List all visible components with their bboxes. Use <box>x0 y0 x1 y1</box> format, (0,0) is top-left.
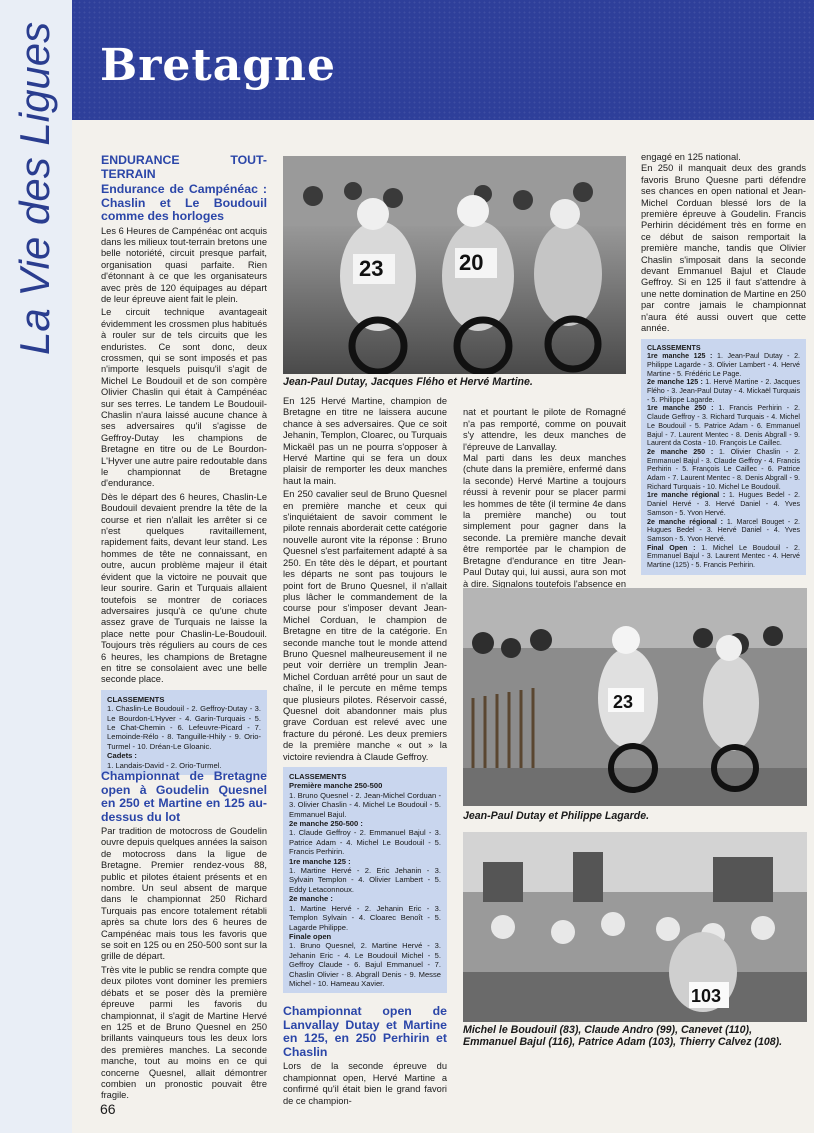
results-heading: CLASSEMENTS <box>107 694 165 704</box>
cadets-heading: Cadets : <box>107 751 137 761</box>
article2-paragraph: Par tradition de motocross de Goudelin ouvre depuis quelques années la saison de motocross dans la ligue de Bretagne. Premier rendez-vous 88, public et pilotes étaient présents et en nombre. Un seul absent de marque dans le championnat 250 Richard Turquais pas encore totalement rétabli après sa chute lors des 6 heures de Campénéac mais tous les favoris que se soit en 125 ou en 250-500 sont sur la grille de départ. <box>101 826 267 962</box>
results-subheading: 2e manche 125 : <box>647 378 703 387</box>
article2-headline: Championnat de Bretagne open à Goudelin Quesnel en 250 et Martine en 125 au-dessus du lot <box>101 769 267 824</box>
results-subheading: 2e manche régional : <box>647 517 724 526</box>
column-4 <box>641 152 806 579</box>
region-banner <box>72 0 814 120</box>
column-3 <box>463 396 626 615</box>
column-1 <box>101 154 267 779</box>
results-text: 1. Michel Le Boudouil - 2. Emmanuel Bajul - 3. Laurent Mentec - 4. Hervé Martine (125) - 5. Francis Perhirin. <box>647 543 800 570</box>
results-subheading: 2e manche 250 : <box>647 447 714 456</box>
results-subheading: Première manche 250-500 <box>289 781 383 791</box>
article1-paragraph: Les 6 Heures de Campénéac ont acquis dans les milieux tout-terrain bretons une belle notoriété, circuit presque parfait, organisation quasi parfaite. Rien d'étonnant à ce que les organisateurs avec près de 120 équipages au départ de leur épreuve aient fait le plein. <box>101 225 267 304</box>
results-text: 1. Martine Hervé - 2. Jehanin Eric - 3. Templon Sylvain - 4. Cloarec Benoît - 5. Lagarde Philippe. <box>289 903 441 932</box>
col4-results-box <box>641 339 806 575</box>
col4-paragraph: engagé en 125 national. En 250 il manquait deux des grands favoris Bruno Quesne parti défendre ses chances en open national et Jean-Michel Corduan blessé lors de la première épreuve à Goudelin. Francis Perhirin décidément très en forme en ce début de saison remportait la première manche, tandis que Olivier Chaslin s'imposait dans la seconde devant Emmanuel Bajul et Claude Geffroy. Si en 125 il faut s'attendre à une nette domination de Martine en 250 par contre jamais le championnat n'aura été aussi ouvert que cette année. <box>641 152 806 334</box>
results-text: 1. Bruno Quesnel - 2. Jean-Michel Corduan - 3. Olivier Chaslin - 4. Michel Le Boudouil - 5. Emmanuel Bajul. <box>289 790 441 819</box>
article1-results-box <box>101 690 267 775</box>
section-title: La Vie des Ligues <box>11 21 58 355</box>
results-heading: CLASSEMENTS <box>647 343 701 352</box>
photo-start-grid <box>463 832 807 1022</box>
column-2 <box>283 396 447 1109</box>
results-subheading: 1re manche régional : <box>647 491 726 500</box>
photo1-caption: Jean-Paul Dutay, Jacques Flého et Hervé Martine. <box>283 376 533 388</box>
photo1-number-a: 23 <box>359 256 384 281</box>
results-text: 1. Chaslin-Le Boudouil - 2. Geffroy-Dutay - 3. Le Bourdon-L'Hyver - 4. Garin-Turquais - 5. Le Chat-Chemin - 6. Lefeuvre-Picard - 7. Lemoinde-Rélo - 8. Tanguille-Hhily - 9. Orio-Turmel - 10. Dréan-Le Gloanic. <box>107 704 261 751</box>
photo-riders-fence <box>463 588 807 806</box>
results-subheading: 1re manche 125 : <box>289 856 351 866</box>
photo3-number: 103 <box>691 986 722 1006</box>
left-band <box>0 0 72 1133</box>
article3-headline: Championnat open de Lanvallay Dutay et Martine en 125, en 250 Perhirin et Chaslin <box>283 1004 447 1059</box>
article1-kicker: ENDURANCE TOUT-TERRAIN <box>101 153 267 181</box>
region-title: Bretagne <box>100 40 336 91</box>
results-subheading: Final Open : <box>647 543 696 552</box>
article1-headline: Endurance de Campénéac : Chaslin et Le Boudouil comme des horloges <box>101 182 267 223</box>
results-text: 1. Bruno Quesnel, 2. Martine Hervé - 3. Jehanin Eric - 4. Le Boudouil Michel - 5. Geffroy Claude - 6. Bajul Emmanuel - 7. Chaslin Olivier - 8. Abgrall Denis - 9. Messe Michel - 10. Hameau Xavier. <box>289 941 441 988</box>
photo1-number-b: 20 <box>459 250 484 275</box>
results-text: 1. Jean-Paul Dutay - 2. Philippe Lagarde - 3. Olivier Lambert - 4. Hervé Martine - 5. Frédéric Le Page. <box>647 352 800 378</box>
results-subheading: Finale open <box>289 931 332 941</box>
results-subheading: 2e manche 250-500 : <box>289 819 363 829</box>
article2-results-box <box>283 767 447 993</box>
column-1-lower <box>101 770 267 1104</box>
article1-paragraph: Le circuit technique avantageait évidemment les crossmen plus habitués à rouler sur de tels circuits que les enduristes. Ce sont donc, deux crossmen, qui se sont imposés et pas n'importe lesquels puisqu'il s'agit de Michel Le Boudouil et de son compère Olivier Chaslin qui était à Campénéac sur ses terres. Le tandem Le Boudouil-Chaslin n'aura laissé aucune chance à ses adversaires qu'il s'agisse de Geffroy-Dutay les champions de Bretagne en titre ou de Le Bourdon-L'Hyver une autre paire redoutable dans le championnat de Bretagne d'endurance. <box>101 307 267 489</box>
results-text: 1. Martine Hervé - 2. Eric Jehanin - 3. Sylvain Templon - 4. Olivier Lambert - 5. Eddy Letaconnoux. <box>289 866 441 894</box>
article2-paragraph: En 125 Hervé Martine, champion de Bretagne en titre ne laissera aucune chance à ses adversaires. Que ce soit Jehanin, Templon, Cloarec, ou Turquais Mickaël pas un ne pourra s'opposer à Hervé Martine qui se fera un doux plaisir de remporter les deux manches haut la main. <box>283 396 447 486</box>
results-subheading: 2e manche : <box>289 894 333 904</box>
results-subheading: 1re manche 250 : <box>647 404 714 413</box>
results-text: 1. Marcel Bouget - 2. Hugues Bedel - 3. Hervé Daniel - 4. Yves Samson - 5. Yvon Hervé. <box>647 517 800 543</box>
cadets-text: 1. Landais-David - 2. Orio-Turmel. <box>107 760 222 770</box>
article1-paragraph: Dès le départ des 6 heures, Chaslin-Le Boudouil devaient prendre la tête de la course et rien n'allait les arrêter si ce n'est quelques ravitaillement, rapidement faits, devant leur stand. Les hommes de tête ne connaissant, en outre, aucun problème majeur il était évident que la victoire ne pouvait que leur sourire. Garin et Turquais allaient toutefois se montrer de coriaces adversaires jusqu'à ce qu'une chute assez grave de Turquais ne laisse la place nette pour Chaslin-Le-Boudouil. Toujours très réguliers au cours de ces 6 heures, les champions de Bretagne en titre se consolaient avec une belle seconde place. <box>101 491 267 685</box>
results-text: 1. Claude Geffroy - 2. Emmanuel Bajul - 3. Patrice Adam - 4. Michel Le Boudouil - 5. Francis Perhirin. <box>289 828 441 857</box>
results-heading: CLASSEMENTS <box>289 772 347 781</box>
article2-paragraph: Très vite le public se rendra compte que deux pilotes vont dominer les premiers débats et se poser dès la première épreuve parmi les favoris du championnat, il s'agit de Martine Hervé en 125 et de Bruno Quesnel en 250 brillants vainqueurs tous les deux lors des premières manches. La seconde manche, tout au moins en ce qui concerne Quesnel, allait démontrer combien un pronostic pouvait être fragile. <box>101 964 267 1101</box>
results-text: 1. Francis Perhirin - 2. Claude Geffroy - 3. Richard Turquais - 4. Michel Le Boudouil - 5. Patrice Adam - 6. Emmanuel Bajul - 7. Laurent Mentec - 8. Denis Abgrall - 9. Laurent da Costa - 10. François Le Caillec. <box>647 404 800 448</box>
photo3-caption: Michel le Boudouil (83), Claude Andro (99), Canevet (110), Emmanuel Bajul (116), Patrice Adam (103), Thierry Calvez (108). <box>463 1024 783 1048</box>
results-subheading: 1re manche 125 : <box>647 352 713 361</box>
results-text: 1. Hervé Martine - 2. Jacques Flého - 3. Jean-Paul Dutay - 4. Mickaël Turquais - 5. Philippe Lagarde. <box>647 378 801 404</box>
photo2-number-a: 23 <box>613 692 634 712</box>
results-text: 1. Hugues Bedel - 2. Daniel Hervé - 3. Hervé Daniel - 4. Yves Samson - 5. Yvon Hervé. <box>647 491 801 517</box>
photo2-caption: Jean-Paul Dutay et Philippe Lagarde. <box>463 810 650 822</box>
page-number: 66 <box>100 1101 116 1117</box>
article3-paragraph: nat et pourtant le pilote de Romagné n'a pas remporté, comme on pouvait s'y attendre, les deux manches de l'épreuve de Lanvallay. Mal parti dans les deux manches (chute dans la première, enfermé dans la seconde) Hervé Martine a toujours réussi à revenir pour se placer parmi les hommes de tête (il termine 4e dans la première manche) ou tout simplement pour gagner dans la seconde. La première manche devait être remportée par le champion de Bretagne d'endurance en titre Jean-Paul Dutay qui, lui aussi, aura son mot à dire. Signalons toutefois l'absence en <box>463 407 626 589</box>
results-text: 1. Olivier Chaslin - 2. Emmanuel Bajul - 3. Claude Geffroy - 4. Francis Perhirin - 5. François Le Caillec - 6. Patrice Adam - 7. Laurent Mentec - 8. Denis Abgrall - 9. Richard Turquais - 10. Michel Le Boudouil. <box>647 447 800 491</box>
photo-riders-start <box>283 156 626 374</box>
article2-paragraph: En 250 cavalier seul de Bruno Quesnel en première manche et ceux qui s'inquiétaient de savoir comment le pilote rennais aborderait cette catégorie nouvelle auront vite la réponse : Bruno Quesnel s'est parfaitement adapté à sa 250. En tête dès le départ, et pourtant les départs ne sont pas toujours le point fort de Bruno Quesnel, il n'allait plus lâcher le commandement de la course pour s'imposer devant Jean-Michel Corduan, le champion de Bretagne en titre de la catégorie. En seconde manche tout le monde attend Bruno Quesnel malheureusement il ne peut voir derrière un tremplin Jean-Michel Corduan arrêté pour un saut de chaîne, il le percute en même temps que plusieurs pilotes. Réservoir cassé, Quesnel doit abandonner mais plus grave Corduan est relevé avec une fracture du péroné. Les deux premiers de la première manche « out » la victoire reviendra à Claude Geffroy. <box>283 489 447 762</box>
article3-paragraph: Lors de la seconde épreuve du championnat open, Hervé Martine a confirmé qu'il était bien le grand favori de ce champion- <box>283 1061 447 1106</box>
